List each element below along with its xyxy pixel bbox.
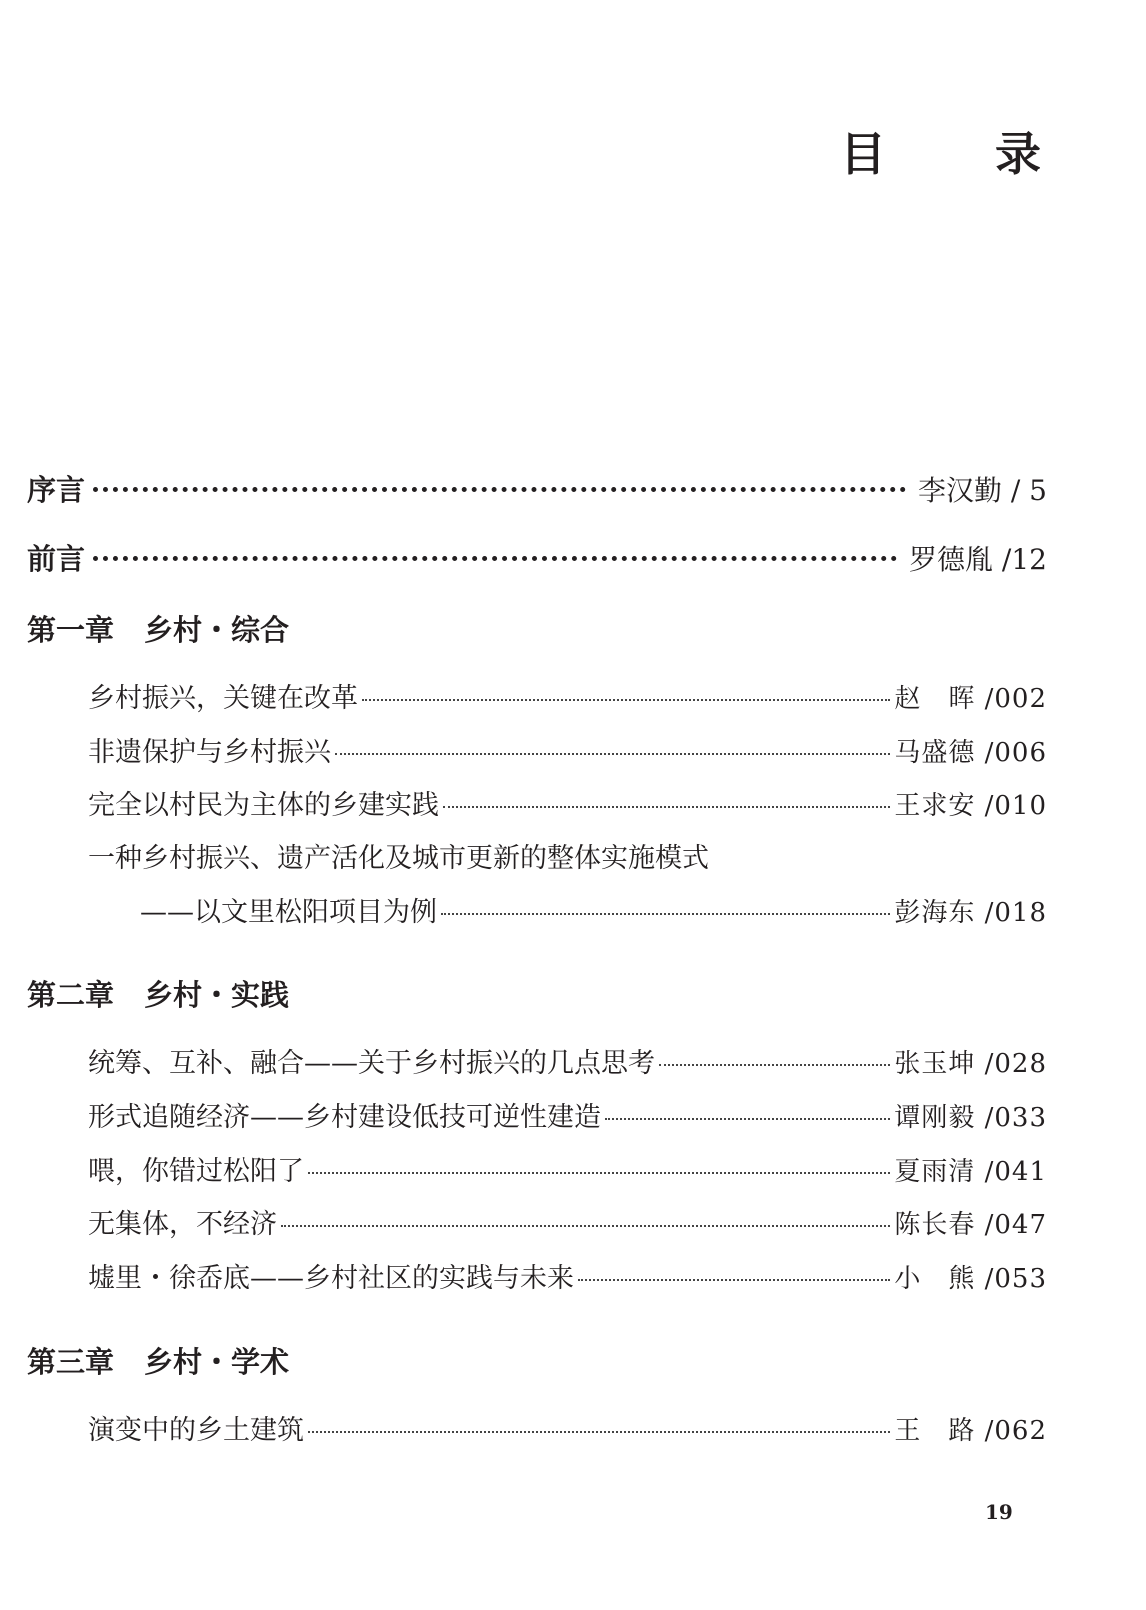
entry-author-page: 马盛德 /006 (894, 738, 1047, 768)
entry-author-page: 赵 晖 /002 (894, 684, 1047, 714)
chapter-name: 乡村・综合 (144, 613, 290, 647)
toc-entry[interactable] (88, 676, 1047, 715)
entry-author-page: 小 熊 /053 (894, 1264, 1047, 1294)
entry-author-page: 夏雨清 /041 (894, 1157, 1047, 1187)
toc-entry-subtitle[interactable] (140, 890, 1047, 929)
chapter-name: 乡村・实践 (144, 978, 290, 1012)
dot-leader (308, 1431, 890, 1433)
toc-entry[interactable] (88, 783, 1047, 822)
chapter-number: 第三章 (27, 1345, 115, 1379)
chapter-number: 第二章 (27, 978, 115, 1012)
chapter-heading-1 (27, 608, 289, 649)
dot-leader (659, 1064, 890, 1066)
toc-entry[interactable] (88, 1095, 1047, 1134)
entry-title: 完全以村民为主体的乡建实践 (88, 790, 439, 821)
dot-leader (441, 913, 890, 915)
entry-author-page: 李汉勤 / 5 (917, 474, 1047, 507)
entry-title: 形式追随经济——乡村建设低技可逆性建造 (88, 1102, 601, 1133)
entry-author-page: 王 路 /062 (894, 1416, 1047, 1446)
title-char-2: 录 (995, 127, 1041, 181)
toc-entry[interactable] (88, 1041, 1047, 1080)
entry-author-page: 陈长春 /047 (894, 1210, 1047, 1240)
entry-author-page: 谭刚毅 /033 (894, 1103, 1047, 1133)
dot-leader (335, 753, 890, 755)
chapter-heading-3 (27, 1340, 289, 1381)
entry-title: 乡村振兴，关键在改革 (88, 683, 358, 714)
entry-author-page: 张玉坤 /028 (894, 1049, 1047, 1079)
toc-entry-preface[interactable] (27, 468, 1047, 509)
toc-entry-foreword[interactable] (27, 537, 1047, 578)
dot-leader (308, 1172, 890, 1174)
chapter-number: 第一章 (27, 613, 115, 647)
dot-leader (362, 699, 890, 701)
toc-entry[interactable] (88, 1149, 1047, 1188)
toc-entry-title-line[interactable]: 一种乡村振兴、遗产活化及城市更新的整体实施模式 (88, 843, 709, 874)
toc-entry[interactable] (88, 1408, 1047, 1447)
entry-author-page: 彭海东 /018 (894, 898, 1047, 928)
entry-title: 墟里・徐岙底——乡村社区的实践与未来 (88, 1263, 574, 1294)
entry-title: 前言 (27, 542, 86, 576)
dot-leader (605, 1118, 890, 1120)
chapter-name: 乡村・学术 (144, 1345, 290, 1379)
page-title (840, 118, 1045, 181)
toc-entry[interactable] (88, 1256, 1047, 1295)
dot-leader (443, 806, 890, 808)
page-number: 19 (985, 1500, 1013, 1524)
dot-leader (281, 1225, 890, 1227)
entry-title: 喂，你错过松阳了 (88, 1156, 304, 1187)
entry-author-page: 王求安 /010 (894, 791, 1047, 821)
toc-entry[interactable] (88, 730, 1047, 769)
entry-title: 统筹、互补、融合——关于乡村振兴的几点思考 (88, 1048, 655, 1079)
toc-entry[interactable] (88, 1202, 1047, 1241)
dot-leader (93, 487, 906, 492)
dot-leader (578, 1279, 890, 1281)
entry-title: 序言 (27, 473, 86, 507)
entry-author-page: 罗德胤 /12 (909, 543, 1047, 576)
dot-leader (93, 556, 897, 561)
title-char-1: 目 (840, 127, 886, 181)
entry-title: 非遗保护与乡村振兴 (88, 737, 331, 768)
entry-title: 演变中的乡土建筑 (88, 1415, 304, 1446)
entry-title: 无集体，不经济 (88, 1209, 277, 1240)
entry-title: ——以文里松阳项目为例 (140, 897, 437, 928)
chapter-heading-2 (27, 973, 289, 1014)
